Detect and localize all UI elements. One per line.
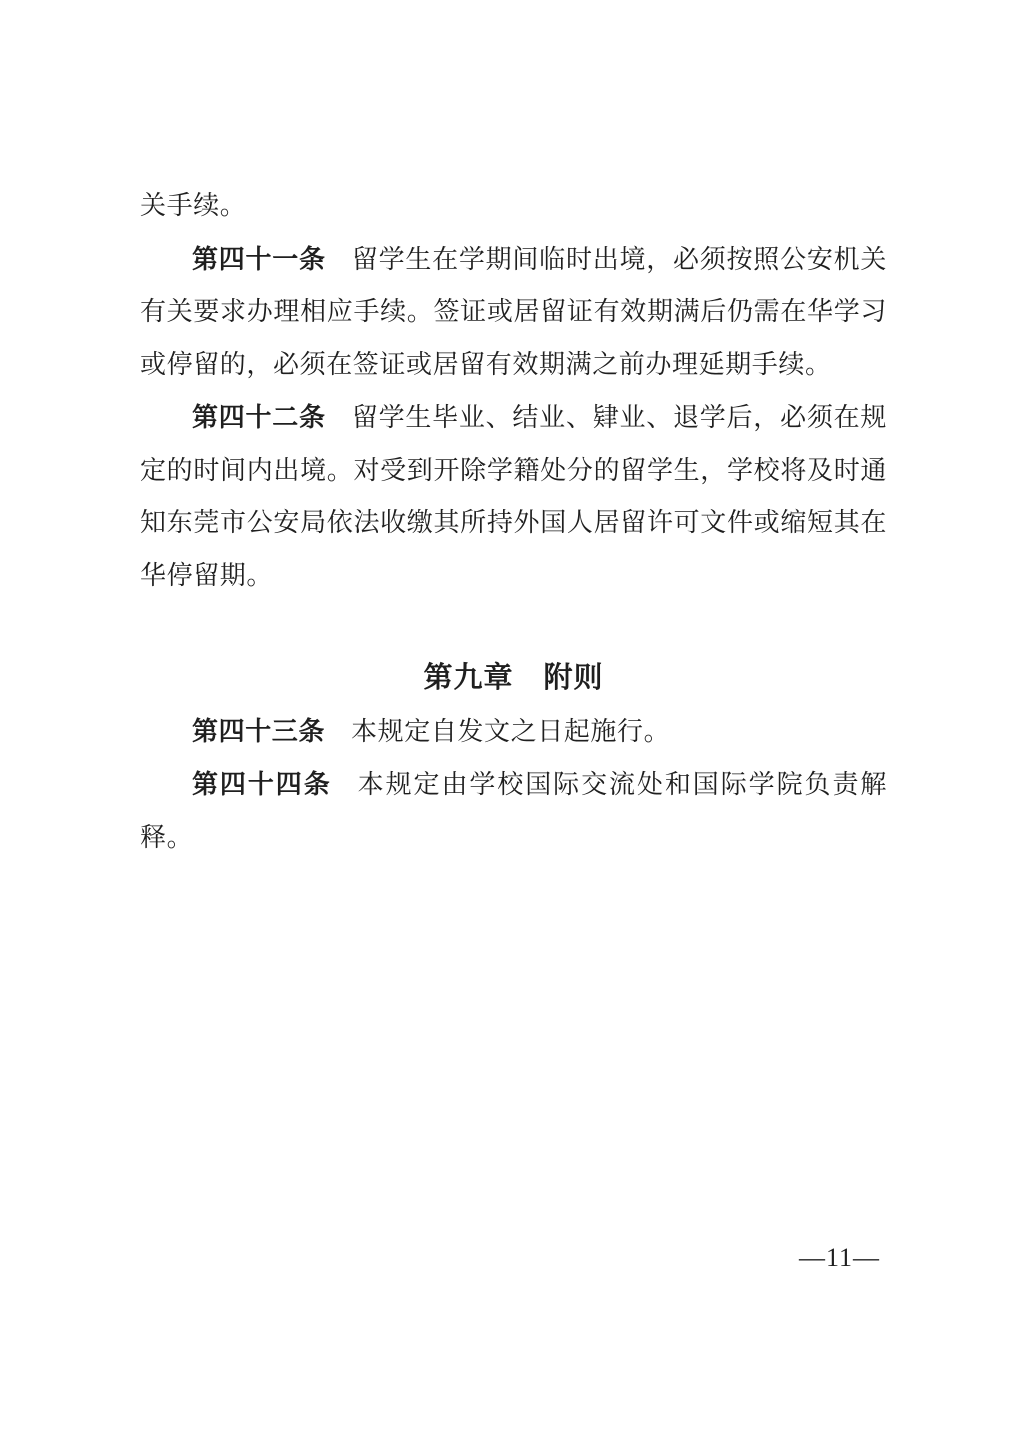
article-43-paragraph: [140, 705, 887, 759]
article-44-text: 本规定由学校国际交流处和国际学院负责解释。: [140, 770, 887, 852]
article-41-label: 第四十一条: [192, 243, 326, 274]
article-44-paragraph: [140, 758, 887, 864]
chapter-9-heading: 第九章 附则: [423, 662, 604, 694]
article-43-label: 第四十三条: [192, 715, 326, 746]
article-41-text: 留学生在学期间临时出境，必须按照公安机关有关要求办理相应手续。签证或居留证有效期满后仍需在华学习或停留的，必须在签证或居留有效期满之前办理延期手续。: [140, 244, 887, 379]
article-42-text: 留学生毕业、结业、肄业、退学后，必须在规定的时间内出境。对受到开除学籍处分的留学生，学校将及时通知东莞市公安局依法收缴其所持外国人居留许可文件或缩短其在华停留期。: [140, 403, 887, 590]
article-41-paragraph: [140, 233, 887, 392]
article-44-label: 第四十四条: [192, 769, 332, 799]
article-43-text: 本规定自发文之日起施行。: [351, 716, 671, 746]
continuation-paragraph: 关手续。: [140, 191, 247, 220]
article-42-paragraph: [140, 391, 887, 602]
page-number: —11—: [798, 1243, 880, 1272]
article-42-label: 第四十二条: [192, 402, 326, 432]
document-content: [140, 180, 887, 864]
